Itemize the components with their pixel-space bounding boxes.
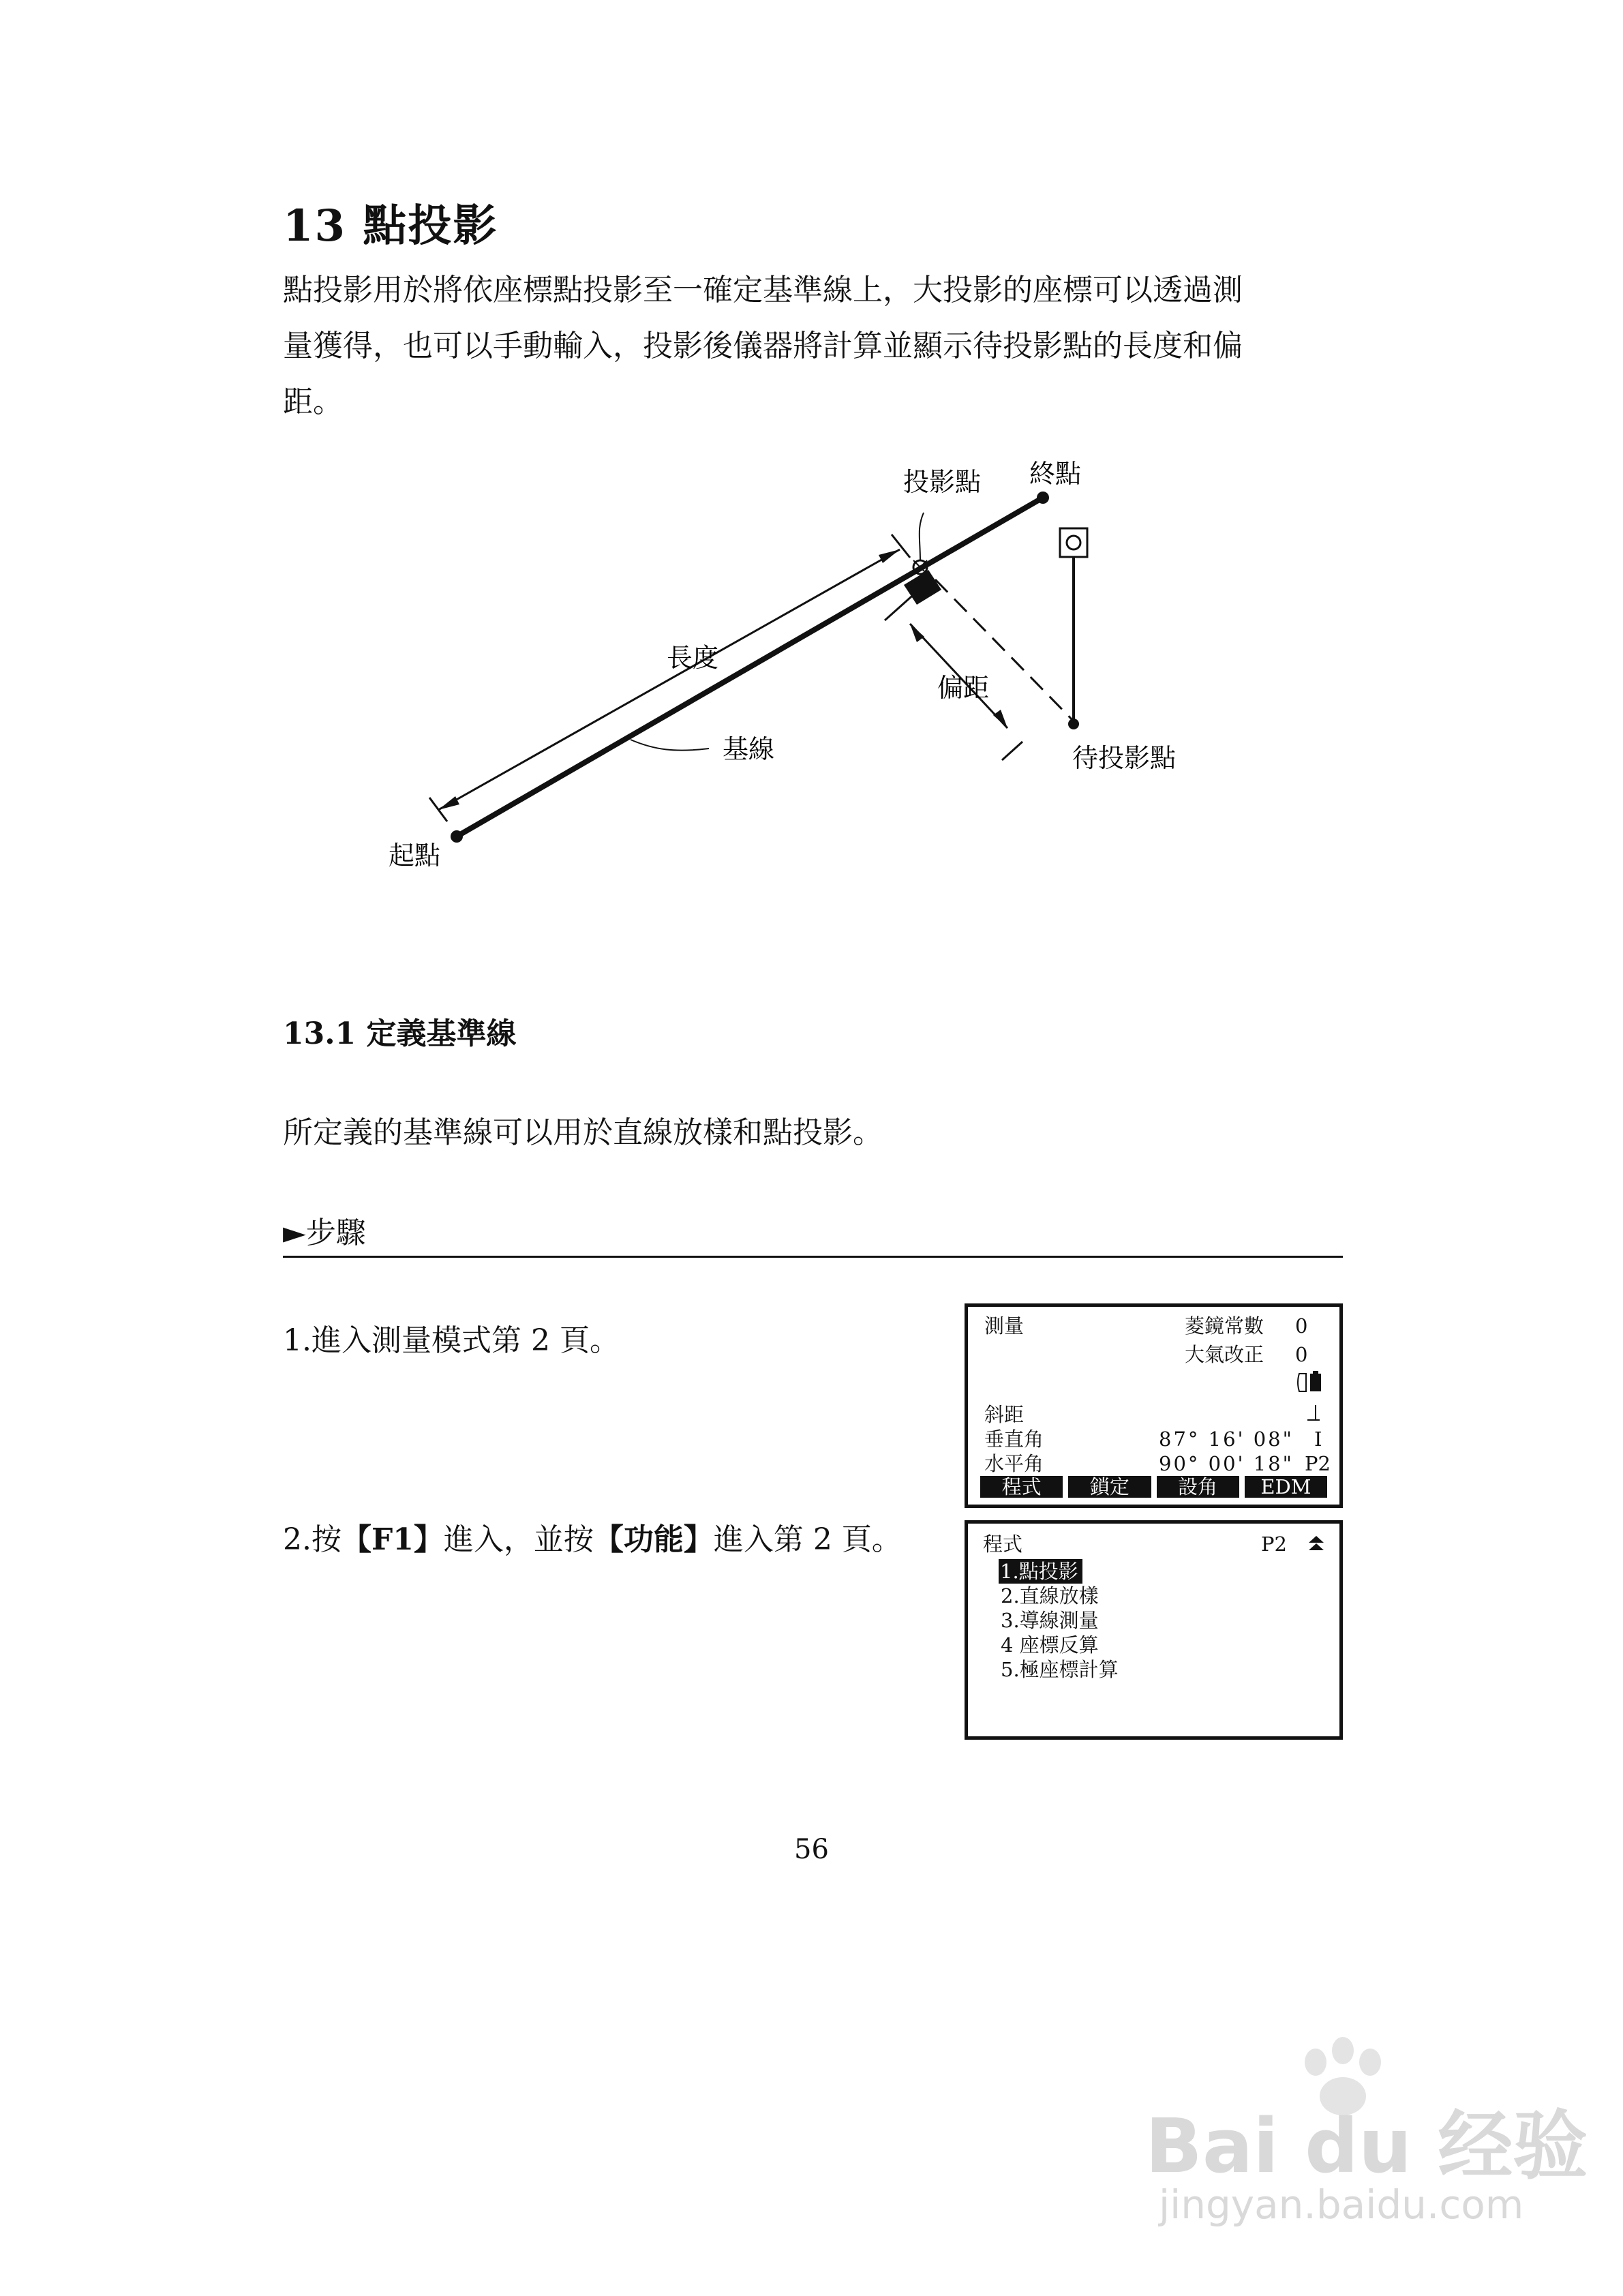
section-title: 13.1 定義基準線 — [283, 1016, 517, 1051]
softkey-lock[interactable]: 鎖定 — [1068, 1476, 1151, 1498]
projection-diagram — [368, 436, 1254, 900]
screen1-softkeys — [980, 1476, 1327, 1498]
lcd-screen-measure — [965, 1303, 1343, 1508]
step-2-key-f1: 【F1】 — [341, 1522, 444, 1557]
baseline-leader — [631, 740, 709, 751]
length-dimension-line — [438, 549, 900, 810]
screen1-atmos-label: 大氣改正 — [1185, 1343, 1264, 1366]
offset-tick-end — [1002, 742, 1022, 760]
menu-item-traverse[interactable]: 3.導線測量 — [1001, 1609, 1099, 1632]
label-offset: 偏距 — [937, 673, 990, 703]
length-arrow-end — [879, 549, 900, 563]
chapter-title: 13 點投影 — [283, 200, 498, 252]
menu-item-point-projection[interactable]: 1.點投影 — [999, 1559, 1082, 1584]
screen1-page: P2 — [1305, 1452, 1331, 1475]
perpendicular-dashed — [935, 579, 1077, 725]
projection-point-leader — [920, 513, 924, 560]
intro-line-1: 點投影用於將依座標點投影至一確定基準線上，大投影的座標可以透過測 — [283, 273, 1243, 307]
battery-icon — [1296, 1370, 1328, 1395]
screen1-slope-label: 斜距 — [984, 1403, 1025, 1426]
intro-line-3: 距。 — [283, 384, 343, 419]
start-point-marker — [451, 830, 463, 843]
screen1-title: 測量 — [984, 1314, 1025, 1338]
scroll-up-icon — [1306, 1535, 1326, 1554]
offset-arrow-start — [910, 624, 924, 642]
label-baseline: 基線 — [723, 734, 775, 764]
step-2-key-func: 【功能】 — [593, 1522, 714, 1557]
intro-line-2: 量獲得，也可以手動輸入，投影後儀器將計算並顯示待投影點的長度和偏 — [283, 329, 1243, 363]
prism-box — [1060, 528, 1087, 557]
steps-divider — [283, 1256, 1343, 1258]
end-point-marker — [1037, 492, 1049, 504]
offset-tick-start — [885, 592, 917, 620]
page-number: 56 — [794, 1834, 829, 1865]
screen1-vert-value: 87° 16' 08" — [1159, 1428, 1294, 1451]
menu-item-line-stakeout[interactable]: 2.直線放樣 — [1001, 1584, 1099, 1607]
softkey-edm[interactable]: EDM — [1245, 1476, 1327, 1498]
watermark-brand: Bai du 经验 — [1145, 2102, 1588, 2190]
screen1-horiz-label: 水平角 — [984, 1452, 1044, 1475]
screen2-page: P2 — [1261, 1532, 1287, 1556]
label-projection-point: 投影點 — [903, 467, 982, 497]
length-tick-start — [429, 798, 447, 821]
softkey-set-angle[interactable]: 設角 — [1157, 1476, 1239, 1498]
point-to-project-marker — [1068, 719, 1079, 729]
tilt-icon — [1303, 1402, 1324, 1423]
screen2-title: 程式 — [983, 1532, 1023, 1556]
step-2: 2.按【F1】進入，並按【功能】進入第 2 頁。 — [283, 1522, 902, 1557]
offset-arrow-end — [993, 710, 1007, 728]
steps-heading: ►步驟 — [283, 1215, 366, 1250]
menu-item-inverse[interactable]: 4 座標反算 — [1001, 1633, 1099, 1657]
screen1-atmos-value: 0 — [1295, 1343, 1308, 1366]
menu-item-polar[interactable]: 5.極座標計算 — [1001, 1658, 1119, 1681]
screen1-vert-flag: I — [1314, 1428, 1322, 1451]
label-point-to-project: 待投影點 — [1072, 743, 1177, 773]
lcd-screen-program — [965, 1520, 1343, 1740]
length-arrow-start — [438, 796, 459, 810]
watermark-url: jingyan.baidu.com — [1159, 2181, 1524, 2228]
baseline-line — [457, 498, 1043, 836]
section-body: 所定義的基準線可以用於直線放樣和點投影。 — [283, 1115, 883, 1150]
softkey-program[interactable]: 程式 — [980, 1476, 1063, 1498]
screen1-prism-label: 菱鏡常數 — [1185, 1314, 1264, 1338]
label-length: 長度 — [667, 643, 719, 673]
screen1-prism-value: 0 — [1295, 1314, 1308, 1338]
screen1-horiz-value: 90° 00' 18" — [1159, 1452, 1294, 1475]
length-tick-end — [892, 534, 910, 558]
intro-paragraph — [283, 262, 1346, 430]
screen1-vert-label: 垂直角 — [984, 1428, 1044, 1451]
label-end-point: 終點 — [1029, 459, 1082, 489]
step-1: 1.進入測量模式第 2 頁。 — [283, 1323, 620, 1358]
label-start-point: 起點 — [389, 841, 441, 871]
